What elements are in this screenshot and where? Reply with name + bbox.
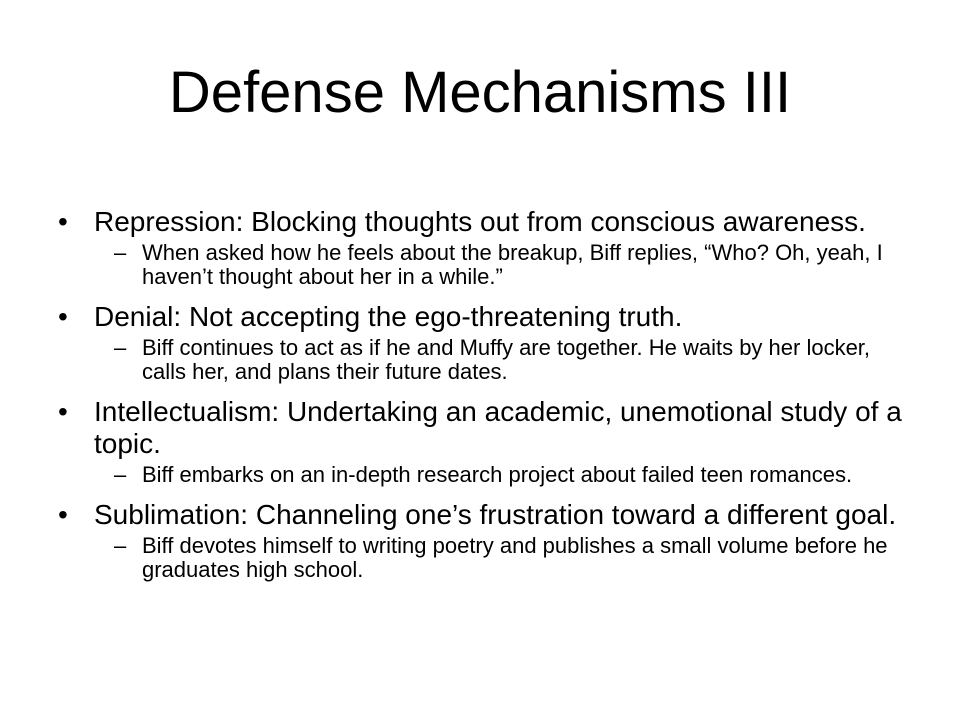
bullet-item-denial	[58, 301, 918, 384]
sub-bullet	[58, 463, 918, 487]
bullet-text: Sublimation: Channeling one’s frustration toward a different goal.	[94, 499, 897, 530]
bullet-icon: •	[58, 206, 68, 237]
bullet-main	[58, 396, 918, 460]
sub-bullet	[58, 534, 918, 582]
slide-title: Defense Mechanisms III	[168, 60, 792, 125]
bullet-item-sublimation	[58, 499, 918, 582]
dash-icon: –	[114, 533, 127, 558]
bullet-icon: •	[58, 499, 68, 530]
sub-bullet-text: Biff continues to act as if he and Muffy are together. He waits by her locker, calls her, and plans their future dates.	[142, 335, 871, 384]
dash-icon: –	[114, 335, 127, 360]
sub-bullet	[58, 336, 918, 384]
bullet-item-repression	[58, 206, 918, 289]
dash-icon: –	[114, 240, 127, 265]
sub-bullet	[58, 241, 918, 289]
bullet-text: Repression: Blocking thoughts out from conscious awareness.	[94, 206, 866, 237]
bullet-main	[58, 499, 918, 531]
sub-bullet-text: Biff embarks on an in-depth research project about failed teen romances.	[142, 462, 853, 487]
sub-bullet-text: When asked how he feels about the breakup, Biff replies, “Who? Oh, yeah, I haven’t thought about her in a while.”	[142, 240, 883, 289]
bullet-text: Denial: Not accepting the ego-threatening truth.	[94, 301, 683, 332]
bullet-icon: •	[58, 301, 68, 332]
sub-bullet-text: Biff devotes himself to writing poetry and publishes a small volume before he graduates high school.	[142, 533, 888, 582]
dash-icon: –	[114, 462, 127, 487]
bullet-item-intellectualism	[58, 396, 918, 487]
bullet-icon: •	[58, 396, 68, 427]
bullet-main	[58, 206, 918, 238]
bullet-main	[58, 301, 918, 333]
bullet-text: Intellectualism: Undertaking an academic, unemotional study of a topic.	[94, 396, 902, 459]
bullet-list	[58, 206, 918, 582]
